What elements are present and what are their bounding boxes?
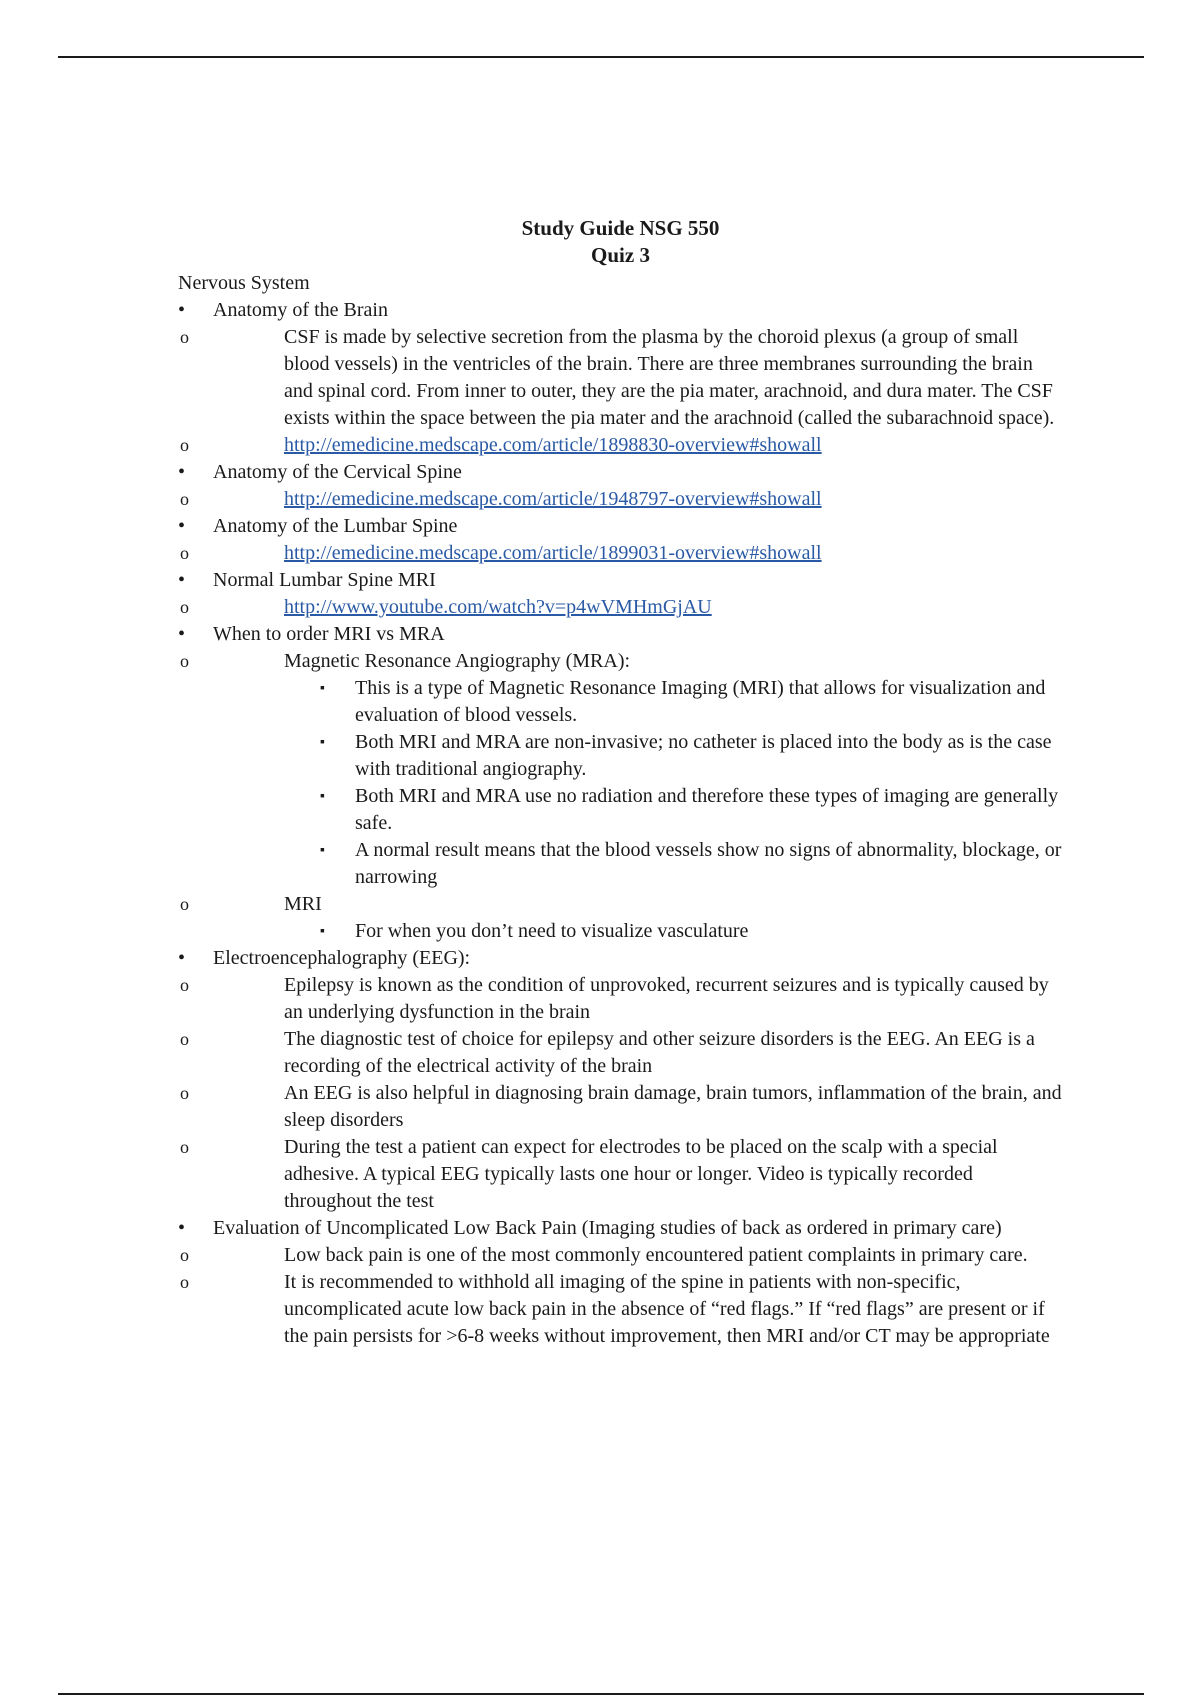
sub-item: [178, 648, 1063, 891]
circle-bullet-icon: o: [180, 435, 189, 455]
sub-list: [178, 594, 1063, 621]
bullet-icon: •: [178, 515, 186, 537]
detail-item: [178, 729, 1063, 783]
sub-item: [178, 324, 1063, 432]
bullet-icon: •: [178, 623, 186, 645]
circle-bullet-icon: o: [180, 1029, 189, 1049]
outline-item-label: Normal Lumbar Spine MRI: [213, 569, 436, 591]
document-body: [178, 215, 1063, 1350]
detail-item-text: For when you don’t need to visualize vasculature: [355, 920, 749, 942]
sub-item-text: Epilepsy is known as the condition of unprovoked, recurrent seizures and is typically caused by an underlying dysfunction in the brain: [284, 974, 1049, 1023]
circle-bullet-icon: o: [180, 894, 189, 914]
sub-item: [178, 486, 1063, 513]
detail-list: [178, 918, 1063, 945]
reference-link[interactable]: http://www.youtube.com/watch?v=p4wVMHmGjAU: [284, 596, 712, 618]
sub-item-text: During the test a patient can expect for electrodes to be placed on the scalp with a special adhesive. A typical EEG typically lasts one hour or longer. Video is typically recorded throughout the test: [284, 1136, 998, 1212]
sub-item-text: CSF is made by selective secretion from the plasma by the choroid plexus (a group of small blood vessels) in the ventricles of the brain. There are three membranes surrounding the brain and spinal cord. From inner to outer, they are the pia mater, arachnoid, and dura mater. The CSF exists within the space between the pia mater and the arachnoid (called the subarachnoid space).: [284, 326, 1055, 429]
detail-item: [178, 675, 1063, 729]
sub-list: [178, 1242, 1063, 1350]
circle-bullet-icon: o: [180, 651, 189, 671]
detail-list: [178, 675, 1063, 891]
sub-item-text: Magnetic Resonance Angiography (MRA):: [284, 650, 631, 672]
square-bullet-icon: ▪: [320, 924, 325, 939]
square-bullet-icon: ▪: [320, 735, 325, 750]
sub-item: [178, 891, 1063, 945]
outline-item-label: Electroencephalography (EEG):: [213, 947, 471, 969]
detail-item-text: Both MRI and MRA are non-invasive; no catheter is placed into the body as is the case with traditional angiography.: [355, 731, 1052, 780]
document-title: Study Guide NSG 550: [521, 216, 720, 240]
detail-item: [178, 837, 1063, 891]
reference-link[interactable]: http://emedicine.medscape.com/article/1948797-overview#showall: [284, 488, 822, 510]
bullet-icon: •: [178, 569, 186, 591]
outline-item: [178, 459, 1063, 513]
circle-bullet-icon: o: [180, 543, 189, 563]
outline-item: [178, 297, 1063, 459]
detail-item: [178, 918, 1063, 945]
sub-item: [178, 1134, 1063, 1215]
detail-item-text: This is a type of Magnetic Resonance Imaging (MRI) that allows for visualization and evaluation of blood vessels.: [355, 677, 1046, 726]
circle-bullet-icon: o: [180, 597, 189, 617]
circle-bullet-icon: o: [180, 327, 189, 347]
sub-list: [178, 540, 1063, 567]
square-bullet-icon: ▪: [320, 681, 325, 696]
section-heading: Nervous System: [178, 272, 310, 294]
reference-link[interactable]: http://emedicine.medscape.com/article/1899031-overview#showall: [284, 542, 822, 564]
sub-list: [178, 648, 1063, 945]
sub-item-text: An EEG is also helpful in diagnosing brain damage, brain tumors, inflammation of the brain, and sleep disorders: [284, 1082, 1062, 1131]
circle-bullet-icon: o: [180, 1137, 189, 1157]
sub-item-text: The diagnostic test of choice for epilepsy and other seizure disorders is the EEG. An EEG is a recording of the electrical activity of the brain: [284, 1028, 1035, 1077]
detail-item: [178, 783, 1063, 837]
sub-item-text: Low back pain is one of the most commonly encountered patient complaints in primary care.: [284, 1244, 1028, 1266]
document-subtitle: Quiz 3: [591, 243, 650, 267]
sub-list: [178, 324, 1063, 459]
outline-item: [178, 621, 1063, 945]
circle-bullet-icon: o: [180, 975, 189, 995]
footer-rule: [58, 1693, 1144, 1695]
sub-item-text: It is recommended to withhold all imaging of the spine in patients with non-specific, uncomplicated acute low back pain in the absence of “red flags.” If “red flags” are present or if the pain persists for >6-8 weeks without improvement, then MRI and/or CT may be appropriate: [284, 1271, 1050, 1347]
sub-item: [178, 1242, 1063, 1269]
bullet-icon: •: [178, 1217, 186, 1239]
bullet-icon: •: [178, 461, 186, 483]
circle-bullet-icon: o: [180, 1245, 189, 1265]
circle-bullet-icon: o: [180, 1272, 189, 1292]
outline-item-label: Anatomy of the Brain: [213, 299, 388, 321]
outline-item: [178, 513, 1063, 567]
outline-item-label: Anatomy of the Lumbar Spine: [213, 515, 458, 537]
circle-bullet-icon: o: [180, 489, 189, 509]
sub-item: [178, 1269, 1063, 1350]
outline-item: [178, 945, 1063, 1215]
outline-item-label: Anatomy of the Cervical Spine: [213, 461, 462, 483]
detail-item-text: Both MRI and MRA use no radiation and therefore these types of imaging are generally safe.: [355, 785, 1059, 834]
sub-list: [178, 486, 1063, 513]
sub-item: [178, 540, 1063, 567]
reference-link[interactable]: http://emedicine.medscape.com/article/1898830-overview#showall: [284, 434, 822, 456]
detail-item-text: A normal result means that the blood vessels show no signs of abnormality, blockage, or narrowing: [355, 839, 1062, 888]
header-rule: [58, 56, 1144, 58]
outline-item-label: Evaluation of Uncomplicated Low Back Pain (Imaging studies of back as ordered in primary care): [213, 1217, 1002, 1239]
outline-list: [178, 297, 1063, 1350]
sub-item: [178, 1080, 1063, 1134]
square-bullet-icon: ▪: [320, 843, 325, 858]
square-bullet-icon: ▪: [320, 789, 325, 804]
bullet-icon: •: [178, 299, 186, 321]
bullet-icon: •: [178, 947, 186, 969]
sub-item: [178, 594, 1063, 621]
circle-bullet-icon: o: [180, 1083, 189, 1103]
sub-item: [178, 432, 1063, 459]
sub-list: [178, 972, 1063, 1215]
sub-item: [178, 1026, 1063, 1080]
sub-item-text: MRI: [284, 893, 322, 915]
outline-item: [178, 567, 1063, 621]
outline-item-label: When to order MRI vs MRA: [213, 623, 445, 645]
sub-item: [178, 972, 1063, 1026]
outline-item: [178, 1215, 1063, 1350]
